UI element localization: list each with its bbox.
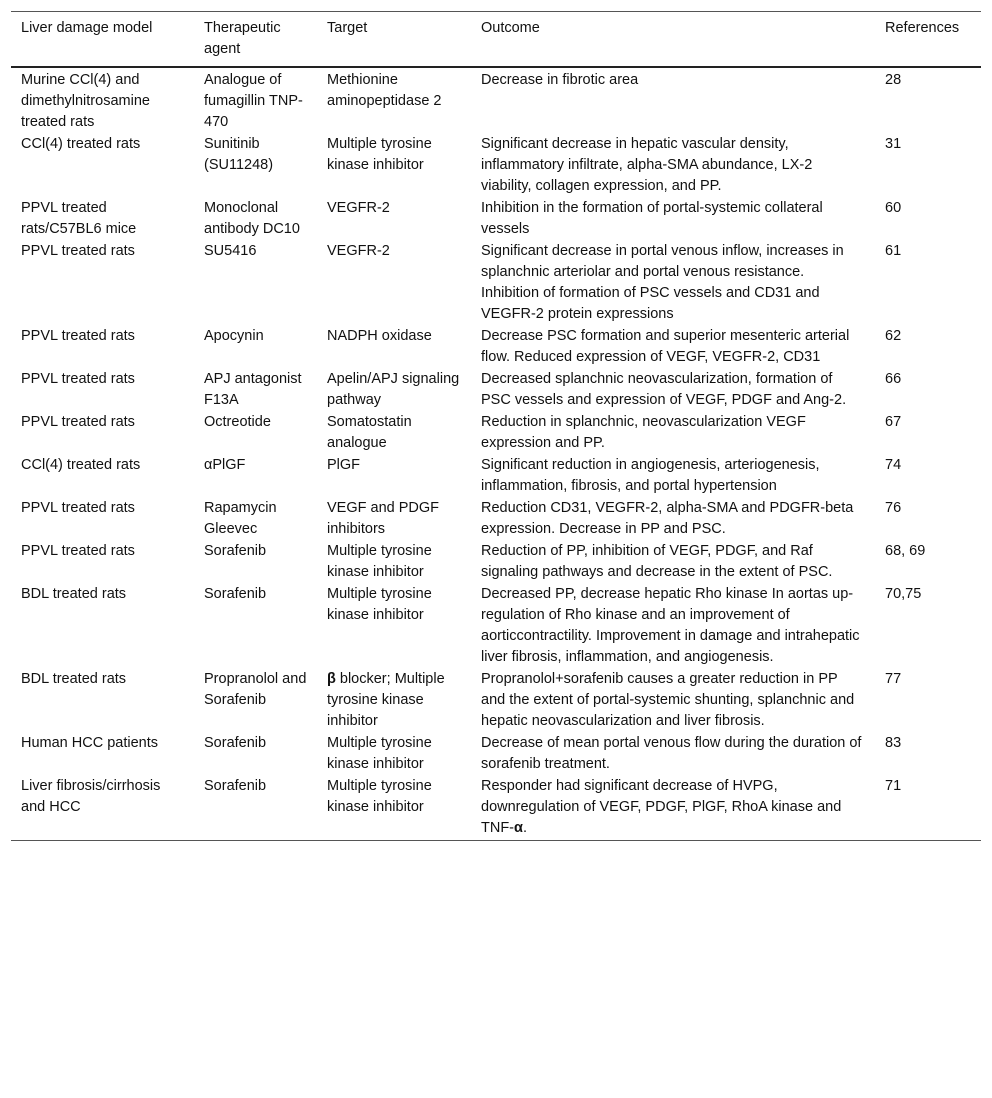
- cell-target: Multiple tyrosine kinase inhibitor: [327, 543, 432, 580]
- cell-outcome: Significant decrease in portal venous inflow, increases in splanchnic arteriolar and portal venous resistance. Inhibition of formation of PSC vessels and CD31 and VEGFR-2 protein expressions: [481, 243, 844, 322]
- cell-references: 77: [885, 671, 902, 687]
- cell-target: Somatostatin analogue: [327, 414, 412, 451]
- cell-model: Liver fibrosis/cirrhosis and HCC: [21, 778, 161, 815]
- cell-references: 76: [885, 500, 902, 516]
- cell-agent: Sorafenib: [204, 543, 267, 559]
- header-therapeutic-agent: Therapeutic agent: [204, 20, 281, 57]
- cell-target-text: blocker; Multiple tyrosine kinase inhibitor: [327, 671, 445, 729]
- cell-outcome: Reduction CD31, VEGFR-2, alpha-SMA and PDGFR-beta expression. Decrease in PP and PSC.: [481, 500, 854, 537]
- table-row: [11, 669, 981, 733]
- cell-target: Methionine aminopeptidase 2: [327, 72, 442, 109]
- cell-model: BDL treated rats: [21, 671, 127, 687]
- cell-outcome: Decrease of mean portal venous flow during the duration of sorafenib treatment.: [481, 735, 862, 772]
- beta-symbol: β: [327, 671, 336, 687]
- cell-outcome: Propranolol+sorafenib causes a greater reduction in PP and the extent of portal-systemic shunting, splanchnic and hepatic neovascularization and liver fibrosis.: [481, 671, 855, 729]
- cell-agent: Sunitinib (SU11248): [204, 136, 274, 173]
- cell-outcome-text: Responder had significant decrease of HVPG, downregulation of VEGF, PDGF, PlGF, RhoA kinase and TNF-: [481, 778, 842, 836]
- cell-references: 61: [885, 243, 902, 259]
- header-liver-damage-model: Liver damage model: [21, 20, 153, 36]
- cell-agent: Sorafenib: [204, 735, 267, 751]
- cell-outcome: Reduction in splanchnic, neovascularization VEGF expression and PP.: [481, 414, 806, 451]
- cell-references: 67: [885, 414, 902, 430]
- cell-agent: Sorafenib: [204, 778, 267, 794]
- cell-outcome: Significant decrease in hepatic vascular density, inflammatory infiltrate, alpha-SMA abundance, LX-2 viability, collagen expression, and PP.: [481, 136, 813, 194]
- table-row: [11, 455, 981, 498]
- cell-model: PPVL treated rats: [21, 500, 135, 516]
- cell-model: PPVL treated rats: [21, 543, 135, 559]
- table-row: [11, 412, 981, 455]
- cell-references: 66: [885, 371, 902, 387]
- cell-target: Apelin/APJ signaling pathway: [327, 371, 460, 408]
- table-row: [11, 498, 981, 541]
- cell-agent: Apocynin: [204, 328, 264, 344]
- cell-model: CCl(4) treated rats: [21, 136, 141, 152]
- table-row: [11, 198, 981, 241]
- table-row: [11, 67, 981, 134]
- cell-references: 74: [885, 457, 902, 473]
- cell-outcome: Reduction of PP, inhibition of VEGF, PDGF, and Raf signaling pathways and decrease in the extent of PSC.: [481, 543, 833, 580]
- cell-model: PPVL treated rats/C57BL6 mice: [21, 200, 137, 237]
- cell-model: Human HCC patients: [21, 735, 158, 751]
- cell-target: Multiple tyrosine kinase inhibitor: [327, 778, 432, 815]
- header-target: Target: [327, 20, 368, 36]
- cell-agent: Monoclonal antibody DC10: [204, 200, 300, 237]
- cell-references: 71: [885, 778, 902, 794]
- cell-target: PlGF: [327, 457, 361, 473]
- cell-target: NADPH oxidase: [327, 328, 432, 344]
- cell-outcome: Decrease in fibrotic area: [481, 72, 639, 88]
- cell-target: VEGF and PDGF inhibitors: [327, 500, 440, 537]
- table-row: [11, 541, 981, 584]
- cell-references: 60: [885, 200, 902, 216]
- cell-model: BDL treated rats: [21, 586, 127, 602]
- header-row: [11, 12, 981, 68]
- cell-agent: APJ antagonist F13A: [204, 371, 302, 408]
- cell-target: VEGFR-2: [327, 200, 390, 216]
- header-references: References: [885, 20, 960, 36]
- alpha-symbol: α: [514, 820, 523, 836]
- cell-target: VEGFR-2: [327, 243, 390, 259]
- cell-model: PPVL treated rats: [21, 414, 135, 430]
- cell-outcome: Decrease PSC formation and superior mesenteric arterial flow. Reduced expression of VEGF, VEGFR-2, CD31: [481, 328, 850, 365]
- cell-references: 31: [885, 136, 902, 152]
- cell-model: CCl(4) treated rats: [21, 457, 141, 473]
- table-row: [11, 134, 981, 198]
- cell-references: 83: [885, 735, 902, 751]
- cell-target: Multiple tyrosine kinase inhibitor: [327, 735, 432, 772]
- cell-model: Murine CCl(4) and dimethylnitrosamine treated rats: [21, 72, 150, 130]
- table-row: [11, 776, 981, 841]
- cell-agent: Analogue of fumagillin TNP-470: [204, 72, 303, 130]
- cell-outcome: Decreased PP, decrease hepatic Rho kinase In aortas up-regulation of Rho kinase and an improvement of aorticcontractility. Improvement in damage and intrahepatic liver fibrosis, inflammation, and angiogenesis.: [481, 586, 860, 665]
- table-row: [11, 733, 981, 776]
- table-row: [11, 369, 981, 412]
- table-row: [11, 584, 981, 669]
- cell-references: 68, 69: [885, 543, 926, 559]
- cell-agent: Sorafenib: [204, 586, 267, 602]
- cell-target: Multiple tyrosine kinase inhibitor: [327, 136, 432, 173]
- cell-references: 28: [885, 72, 902, 88]
- cell-model: PPVL treated rats: [21, 371, 135, 387]
- cell-target: Multiple tyrosine kinase inhibitor: [327, 586, 432, 623]
- cell-model: PPVL treated rats: [21, 243, 135, 259]
- cell-target: [317, 669, 471, 733]
- therapy-table: [11, 11, 981, 841]
- therapy-table-container: [11, 11, 981, 841]
- header-outcome: Outcome: [481, 20, 540, 36]
- cell-references: 70,75: [885, 586, 922, 602]
- cell-outcome: Significant reduction in angiogenesis, arteriogenesis, inflammation, fibrosis, and portal hypertension: [481, 457, 820, 494]
- cell-agent: Octreotide: [204, 414, 271, 430]
- table-row: [11, 241, 981, 326]
- cell-agent: Propranolol and Sorafenib: [204, 671, 307, 708]
- cell-agent: αPlGF: [204, 457, 246, 473]
- cell-agent: Rapamycin Gleevec: [204, 500, 277, 537]
- cell-outcome: [471, 776, 875, 841]
- cell-references: 62: [885, 328, 902, 344]
- cell-model: PPVL treated rats: [21, 328, 135, 344]
- cell-agent: SU5416: [204, 243, 257, 259]
- cell-outcome: Inhibition in the formation of portal-systemic collateral vessels: [481, 200, 823, 237]
- cell-outcome-tail: .: [522, 820, 527, 836]
- cell-outcome: Decreased splanchnic neovascularization, formation of PSC vessels and expression of VEGF, PDGF and Ang-2.: [481, 371, 847, 408]
- table-row: [11, 326, 981, 369]
